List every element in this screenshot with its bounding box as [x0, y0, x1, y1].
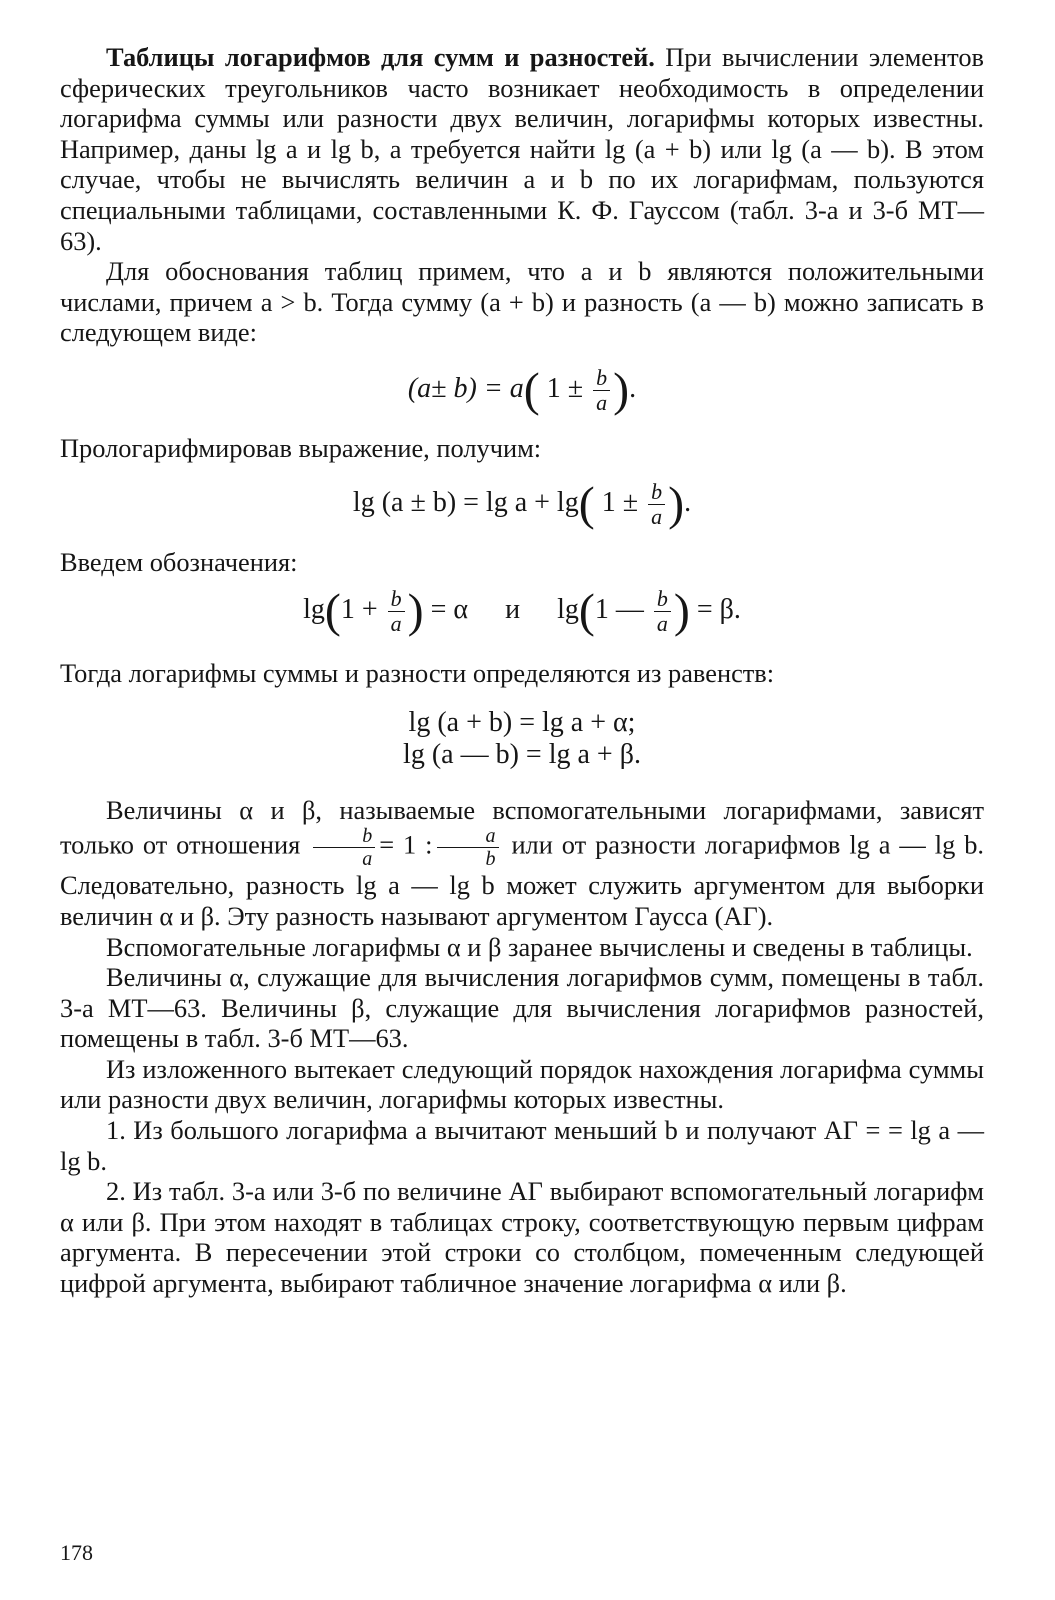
fraction-b-over-a	[388, 587, 405, 636]
paren-close: )	[673, 584, 690, 638]
paragraph-tables: Вспомогательные логарифмы α и β заранее вычислены и сведены в таблицы.	[106, 931, 973, 962]
fraction-denominator: b	[485, 848, 496, 871]
paragraph-log-intro: Прологарифмировав выражение, получим:	[60, 432, 542, 463]
lg-label: lg	[303, 594, 325, 626]
fraction-b-over-a	[313, 825, 375, 870]
paragraph-table-refs: Величины α, служащие для вычисления логарифмов сумм, помещены в табл. 3-а МТ—63. Величины β, служащие для вычисления логарифмов разностей, помещены в табл. 3-б МТ—63.	[60, 962, 984, 1054]
equation-op: 1 ±	[546, 372, 584, 404]
fraction-denominator: a	[651, 503, 663, 529]
fraction-b-over-a	[654, 587, 671, 636]
procedure-step-1: 1. Из большого логарифма a вычитают меньший b и получают АГ = = lg a — lg b.	[60, 1115, 984, 1176]
fraction-b-over-a	[593, 366, 610, 415]
section-heading: Таблицы логарифмов для сумм и разностей.	[106, 42, 655, 72]
equation-sum: lg (a + b) = lg a + α;	[408, 706, 636, 738]
paragraph-equalities-intro: Тогда логарифмы суммы и разности определяются из равенств:	[60, 658, 775, 689]
ratio-equals: = 1 :	[379, 829, 433, 860]
equation-system	[60, 707, 984, 771]
paren-open: (	[523, 363, 540, 417]
paragraph-procedure-intro: Из изложенного вытекает следующий порядок нахождения логарифма суммы или разности двух величин, логарифмы которых известны.	[60, 1053, 984, 1115]
page-number: 178	[60, 1540, 93, 1565]
equation-log	[60, 477, 984, 531]
equation-end: .	[629, 372, 637, 404]
conjunction: и	[505, 594, 521, 626]
equation-difference: lg (a — b) = lg a + β.	[403, 738, 641, 770]
paragraph-intro-text: При вычислении элементов сферических треугольников часто возникает необходимость в определении логарифма суммы или разности двух величин, логарифмы которых известны. Например, даны lg a и lg b, а требуется найти lg (a + b) или lg (a — b). В этом случае, чтобы не вычислять величин a и b по их логарифмам, пользуются специальными таблицами, составленными К. Ф. Гауссом (табл. 3-а и 3-б МТ—63).	[60, 42, 984, 256]
definition-alpha	[303, 584, 469, 638]
paren-close: )	[613, 363, 630, 417]
procedure-step-2: 2. Из табл. 3-а или 3-б по величине АГ выбирают вспомогательный логарифм α или β. При этом находят в таблицах строку, соответствующую первым цифрам аргумента. В пересечении этой строки со столбцом, помеченным следующей цифрой аргумента, выбирают табличное значение логарифма α или β.	[60, 1176, 984, 1299]
fraction-numerator: b	[593, 366, 610, 391]
fraction-denominator: a	[362, 848, 373, 871]
equation-definitions	[60, 584, 984, 638]
equation-end: .	[684, 486, 692, 518]
equation-op: 1 —	[594, 594, 644, 626]
paren-open: (	[324, 584, 341, 638]
paren-close: )	[407, 584, 424, 638]
equation-op: 1 +	[340, 594, 378, 626]
fraction-b-over-a	[648, 480, 665, 529]
fraction-numerator: b	[313, 825, 375, 848]
paren-close: )	[668, 477, 685, 531]
equation-rhs: = β.	[696, 594, 741, 626]
fraction-numerator: b	[648, 480, 665, 505]
paren-open: (	[578, 584, 595, 638]
fraction-numerator: b	[388, 587, 405, 612]
fraction-denominator: a	[596, 389, 608, 415]
paragraph-intro	[60, 42, 984, 256]
definition-beta	[557, 584, 741, 638]
lg-label: lg	[557, 594, 579, 626]
paragraph-aux-logs	[60, 795, 984, 932]
equation-rhs: = α	[430, 594, 469, 626]
paren-open: (	[578, 477, 595, 531]
paragraph-assumption: Для обоснования таблиц примем, что a и b являются положительными числами, причем a > b. Тогда сумму (a + b) и разность (a — b) можно записать в следующем виде:	[60, 256, 984, 348]
equation-lhs: (a± b) = a	[407, 372, 524, 404]
fraction-denominator: a	[390, 611, 402, 637]
equation-op: 1 ±	[601, 486, 639, 518]
equation-factorization	[60, 363, 984, 417]
fraction-denominator: a	[656, 611, 668, 637]
paragraph-aux-logs-end: или от разности логарифмов lg a — lg b. Следовательно, разность lg a — lg b может служить аргументом для выборки величин α и β. Эту разность называют аргументом Гаусса (АГ).	[60, 829, 984, 931]
paragraph-notation: Введем обозначения:	[60, 546, 298, 577]
fraction-numerator: b	[654, 587, 671, 612]
fraction-numerator: a	[437, 825, 499, 848]
page-body	[60, 42, 984, 1299]
equation-lhs: lg (a ± b) = lg a + lg	[352, 486, 579, 518]
paragraph-aux-logs-start: Величины α и β, называемые вспомогательными логарифмами, зависят только от отношения	[60, 794, 984, 860]
fraction-a-over-b	[437, 825, 499, 870]
